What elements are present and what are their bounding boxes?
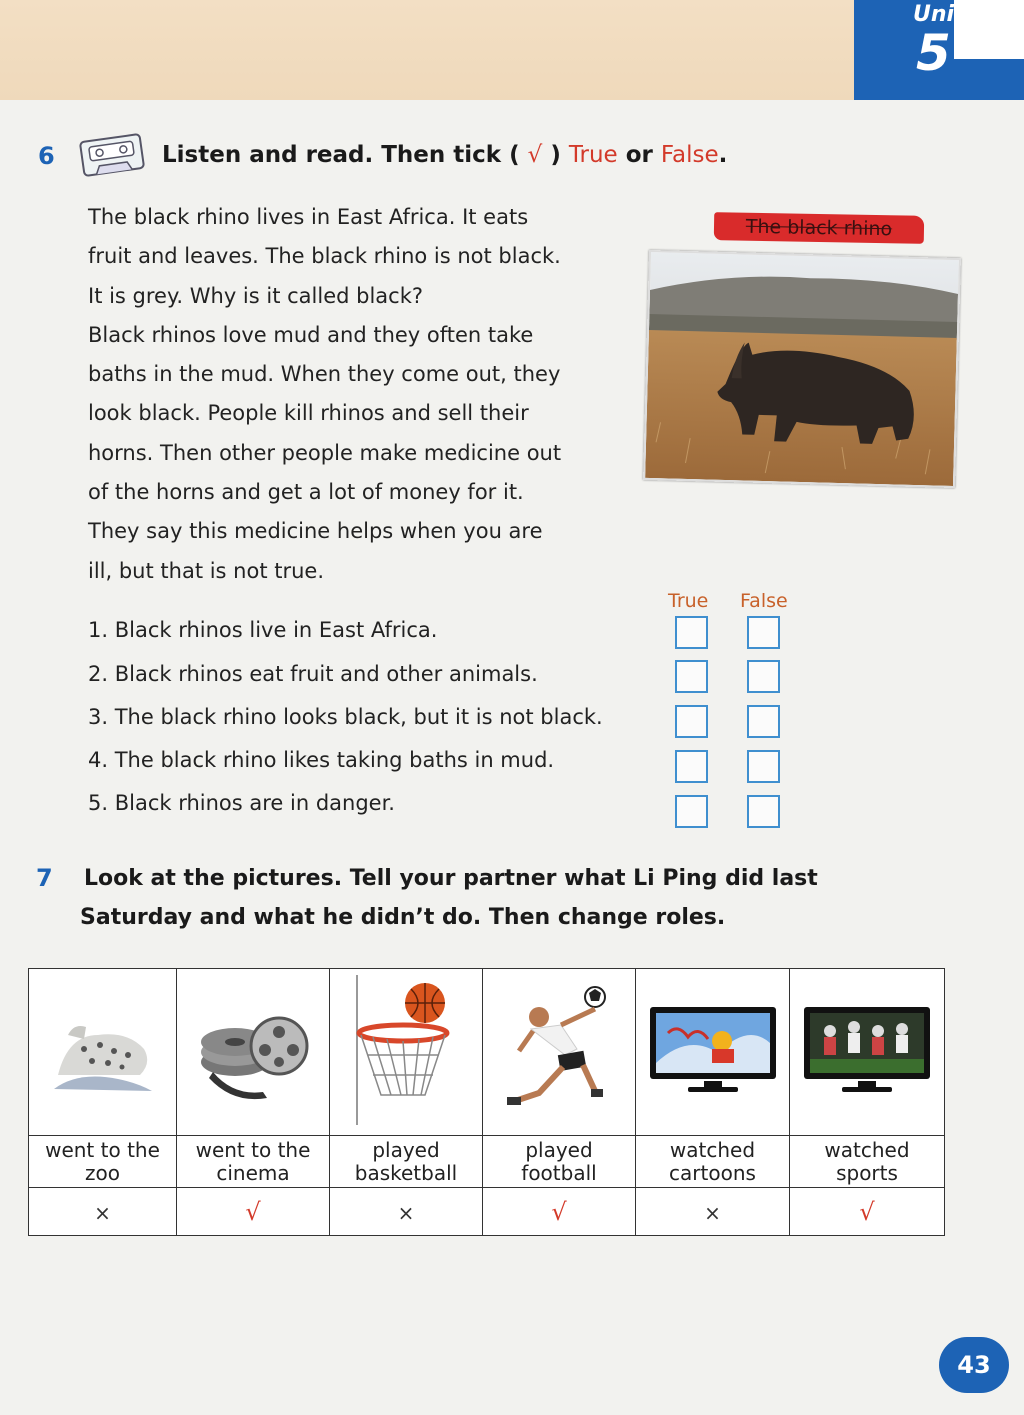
passage-line: fruit and leaves. The black rhino is not black. — [88, 244, 561, 269]
false-checkbox-3[interactable] — [747, 705, 780, 738]
caption-line: watched — [824, 1137, 910, 1162]
tick-mark: √ — [859, 1197, 875, 1226]
passage-line: It is grey. Why is it called black? — [88, 283, 424, 308]
tv-cartoons-icon — [648, 1003, 778, 1098]
statement-1: 1. Black rhinos live in East Africa. — [88, 618, 438, 642]
true-checkbox-3[interactable] — [675, 705, 708, 738]
basketball-picture — [330, 969, 483, 1136]
column-true-header: True — [668, 590, 709, 612]
exercise-6-instruction — [162, 142, 727, 168]
activity-mark-cell — [177, 1188, 330, 1236]
activity-caption — [483, 1136, 636, 1188]
instruction-or-word: or — [625, 142, 653, 168]
statement-2: 2. Black rhinos eat fruit and other animals. — [88, 662, 538, 686]
activity-mark-cell — [483, 1188, 636, 1236]
unit-number: 5 — [916, 24, 951, 82]
basketball-hoop-icon — [351, 975, 461, 1125]
instruction-text: Listen and read. Then tick ( — [162, 142, 520, 168]
exercise-7-instruction-line2: Saturday and what he didn’t do. Then change roles. — [80, 905, 726, 930]
activity-mark-cell — [29, 1188, 177, 1236]
statement-3: 3. The black rhino looks black, but it is not black. — [88, 705, 603, 729]
statement-4: 4. The black rhino likes taking baths in mud. — [88, 748, 555, 772]
column-false-header: False — [740, 590, 788, 612]
reading-passage — [88, 198, 648, 591]
activity-caption — [29, 1136, 177, 1188]
passage-line: ill, but that is not true. — [88, 558, 325, 583]
instruction-paren: ) — [550, 142, 561, 168]
caption-line: zoo — [85, 1160, 120, 1185]
caption-line: cartoons — [669, 1160, 756, 1185]
false-checkbox-1[interactable] — [747, 616, 780, 649]
sports-picture — [790, 969, 945, 1136]
instruction-period: . — [718, 142, 728, 168]
false-checkbox-4[interactable] — [747, 750, 780, 783]
photo-label: The black rhino — [714, 212, 924, 244]
cartoons-picture — [636, 969, 790, 1136]
activity-caption — [636, 1136, 790, 1188]
caption-line: cinema — [216, 1160, 290, 1185]
statement-5: 5. Black rhinos are in danger. — [88, 791, 395, 815]
caption-line: played — [525, 1137, 593, 1162]
tick-mark: √ — [551, 1197, 567, 1226]
exercise-7-instruction-line1: Look at the pictures. Tell your partner what Li Ping did last — [84, 866, 818, 891]
unit-tab-cover — [954, 0, 1024, 59]
false-checkbox-2[interactable] — [747, 660, 780, 693]
caption-line: went to the — [45, 1137, 160, 1162]
activity-caption — [177, 1136, 330, 1188]
caption-line: watched — [669, 1137, 756, 1162]
activity-mark-cell — [330, 1188, 483, 1236]
caption-line: football — [521, 1160, 597, 1185]
unit-label: Uni — [913, 2, 955, 27]
passage-line: baths in the mud. When they come out, they — [88, 362, 561, 387]
tick-symbol: √ — [527, 142, 543, 168]
rhino-image — [645, 252, 959, 486]
passage-line: of the horns and get a lot of money for it. — [88, 480, 524, 505]
caption-line: played — [372, 1137, 440, 1162]
instruction-true-word: True — [568, 142, 618, 168]
cassette-icon — [76, 132, 148, 178]
false-checkbox-5[interactable] — [747, 795, 780, 828]
true-checkbox-4[interactable] — [675, 750, 708, 783]
snow-leopard-icon — [48, 1005, 158, 1095]
activity-caption — [790, 1136, 945, 1188]
caption-line: basketball — [354, 1160, 458, 1185]
cross-mark: × — [397, 1200, 415, 1225]
football-player-icon — [499, 975, 619, 1125]
caption-line: sports — [836, 1160, 898, 1185]
activity-caption — [330, 1136, 483, 1188]
film-reels-icon — [193, 1000, 313, 1100]
passage-line: The black rhino lives in East Africa. It eats — [88, 205, 529, 229]
exercise-6-number: 6 — [38, 142, 55, 170]
passage-line: They say this medicine helps when you are — [88, 519, 543, 544]
activity-mark-cell — [636, 1188, 790, 1236]
cross-mark: × — [704, 1200, 721, 1225]
tv-sports-icon — [802, 1003, 932, 1098]
activity-mark-cell — [790, 1188, 945, 1236]
zoo-picture — [29, 969, 177, 1136]
true-checkbox-2[interactable] — [675, 660, 708, 693]
passage-line: horns. Then other people make medicine out — [88, 440, 562, 465]
cinema-picture — [177, 969, 330, 1136]
true-checkbox-1[interactable] — [675, 616, 708, 649]
page-number: 43 — [939, 1337, 1009, 1393]
rhino-photo — [643, 250, 961, 488]
instruction-false-word: False — [660, 142, 719, 168]
activities-table — [28, 968, 945, 1236]
cross-mark: × — [94, 1200, 111, 1225]
exercise-7-number: 7 — [36, 864, 53, 892]
tick-mark: √ — [245, 1197, 261, 1226]
caption-line: went to the — [195, 1137, 311, 1162]
true-checkbox-5[interactable] — [675, 795, 708, 828]
passage-line: look black. People kill rhinos and sell their — [88, 401, 529, 426]
passage-line: Black rhinos love mud and they often take — [88, 322, 534, 347]
football-picture — [483, 969, 636, 1136]
